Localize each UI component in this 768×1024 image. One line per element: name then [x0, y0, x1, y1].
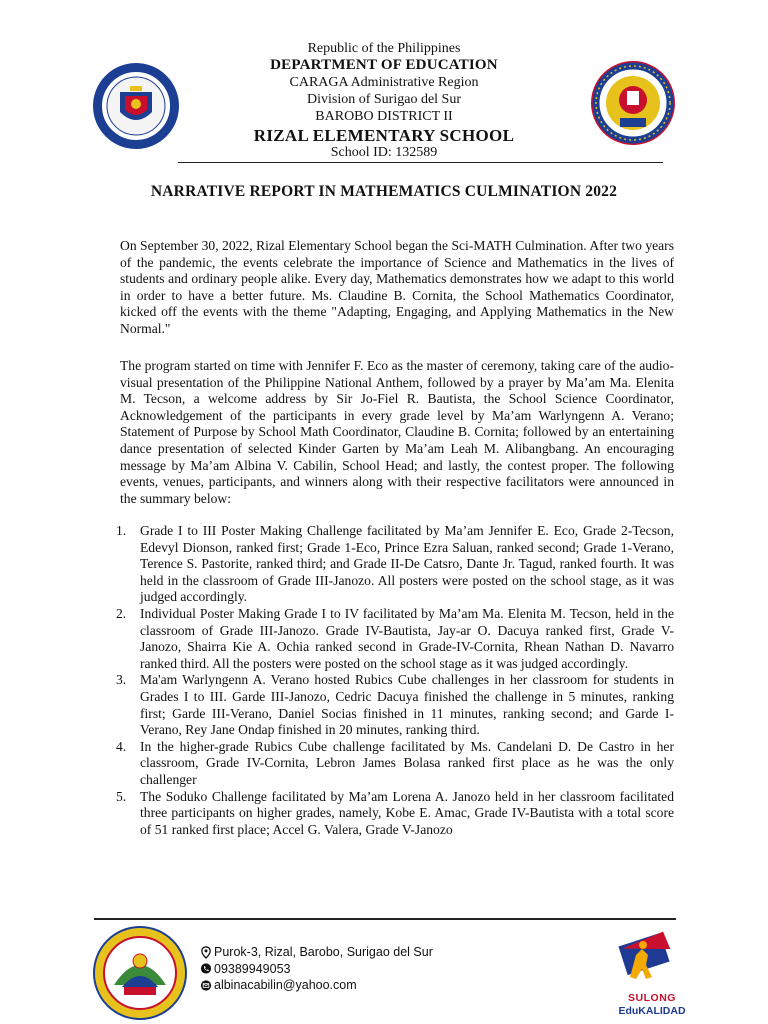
district-line: BAROBO DISTRICT II: [315, 109, 453, 124]
list-item: [102, 606, 674, 672]
list-item-text: Grade I to III Poster Making Challenge facilitated by Ma’am Jennifer E. Eco, Grade 2-Tecson, Edevyl Dionson, ranked first; Grade 1-Eco, Prince Ezra Saluan, ranked second; Grade 1-Verano, Terence S. Pastorite, ranked third; and Grade II-De Catsro, Dante Jr. Tagud, ranked fourth. It was held in the classroom of Grade III-Janozo. All posters were posted on the school stage, as it was judged accordingly.: [140, 523, 674, 605]
school-id: School ID: 132589: [330, 145, 438, 160]
school-seal-logo: [590, 60, 676, 146]
deped-seal-logo: [92, 62, 180, 150]
list-item: [102, 523, 674, 606]
list-item-text: Individual Poster Making Grade I to IV facilitated by Ma’am Ma. Elenita M. Tecson, held in the classroom of Grade III-Janozo. Grade IV-Bautista, Jay-ar O. Dacuya ranked first, Grade V-Janozo, Shairra Kie A. Ochia ranked second in Grade-IV-Cornita, Rhean Nathan D. Navarro ranked third. All the posters were posted on the school stage as it was judged accordingly.: [140, 605, 674, 671]
program-paragraph: The program started on time with Jennifer F. Eco as the master of ceremony, taking care of the audio-visual presentation of the Philippine National Anthem, followed by a prayer by Ma’am Ma. Elenita M. Tecson, a welcome address by Sir Jo-Fiel R. Bautista, the School Science Coordinator, Acknowledgement of the participants in every grade level by Ma’am Warlyngenn A. Verano; Statement of Purpose by School Math Coordinator, Claudine B. Cornita; followed by an entertaining dance presentation of selected Kinder Garten by Ma’am Leah M. Alibangbang. An encouraging message by Ma’am Albina V. Cabilin, School Head; and lastly, the contest proper. The following events, venues, participants, and winners along with their respective facilitators were announced in the summary below:: [120, 358, 674, 506]
list-item: [102, 672, 674, 738]
sulong-text: SULONG: [628, 992, 676, 1004]
list-item-number: 2.: [116, 605, 127, 621]
republic-line: Republic of the Philippines: [307, 41, 461, 56]
contact-block: [200, 944, 433, 994]
address-row: [200, 944, 433, 961]
region-line: CARAGA Administrative Region: [289, 75, 479, 90]
intro-paragraph: On September 30, 2022, Rizal Elementary School began the Sci-MATH Culmination. After two years of the pandemic, the events celebrate the importance of Science and Mathematics in the lives of students and ordinary people alike. Every day, Mathematics demonstrates how we adapt to this world in order to have a better future. Ms. Claudine B. Cornita, the School Mathematics Coordinator, kicked off the events with the theme "Adapting, Engaging, and Applying Mathematics in the New Normal.": [120, 238, 674, 336]
footer-rule: [94, 918, 676, 920]
list-item-number: 1.: [116, 523, 127, 538]
department-line: DEPARTMENT OF EDUCATION: [270, 57, 498, 73]
division-line: Division of Surigao del Sur: [307, 92, 461, 107]
phone-icon: [200, 962, 212, 975]
edukalidad-text: EduKALIDAD: [618, 1005, 686, 1017]
email-row: [200, 977, 433, 994]
phone-text: 09389949053: [214, 961, 291, 976]
list-item-number: 5.: [116, 788, 127, 804]
list-item-number: 3.: [116, 672, 127, 688]
location-pin-icon: [200, 946, 212, 959]
list-item-text: The Soduko Challenge facilitated by Ma’am Lorena A. Janozo held in her classroom facilitated three participants on higher grades, namely, Kobe E. Amac, Grade IV-Bautista with a total score of 51 ranked first place; Accel G. Valera, Grade V-Janozo: [140, 788, 674, 837]
letterhead: [170, 40, 598, 161]
list-item-text: Ma'am Warlyngenn A. Verano hosted Rubics Cube challenges in her classroom for students in Grades I to III. Garde III-Janozo, Cedric Dacuya finished the challenge in 5 minutes, ranking first; Garde III-Verano, Daniel Socias finished in 11 minutes, ranking second; and Garde I-Verano, Rey Jane Ondap finished in 20 minutes, ranking third.: [140, 672, 674, 738]
list-item-number: 4.: [116, 738, 127, 754]
events-list: [102, 523, 674, 838]
list-item: [102, 789, 674, 839]
division-seal-logo: [92, 925, 188, 1021]
email-text: albinacabilin@yahoo.com: [214, 978, 357, 992]
list-item: [102, 739, 674, 789]
address-text: Purok-3, Rizal, Barobo, Surigao del Sur: [214, 945, 433, 959]
report-title: NARRATIVE REPORT IN MATHEMATICS CULMINATION 2022: [150, 183, 618, 200]
email-icon: [200, 979, 212, 992]
list-item-text: In the higher-grade Rubics Cube challenge facilitated by Ms. Candelani D. De Castro in her classroom, Grade IV-Cornita, Lebron James Bolasa ranked first place as he was the only challenger: [140, 738, 674, 787]
school-name: RIZAL ELEMENTARY SCHOOL: [253, 126, 515, 145]
header-rule: [178, 162, 663, 163]
phone-row: [200, 961, 433, 978]
